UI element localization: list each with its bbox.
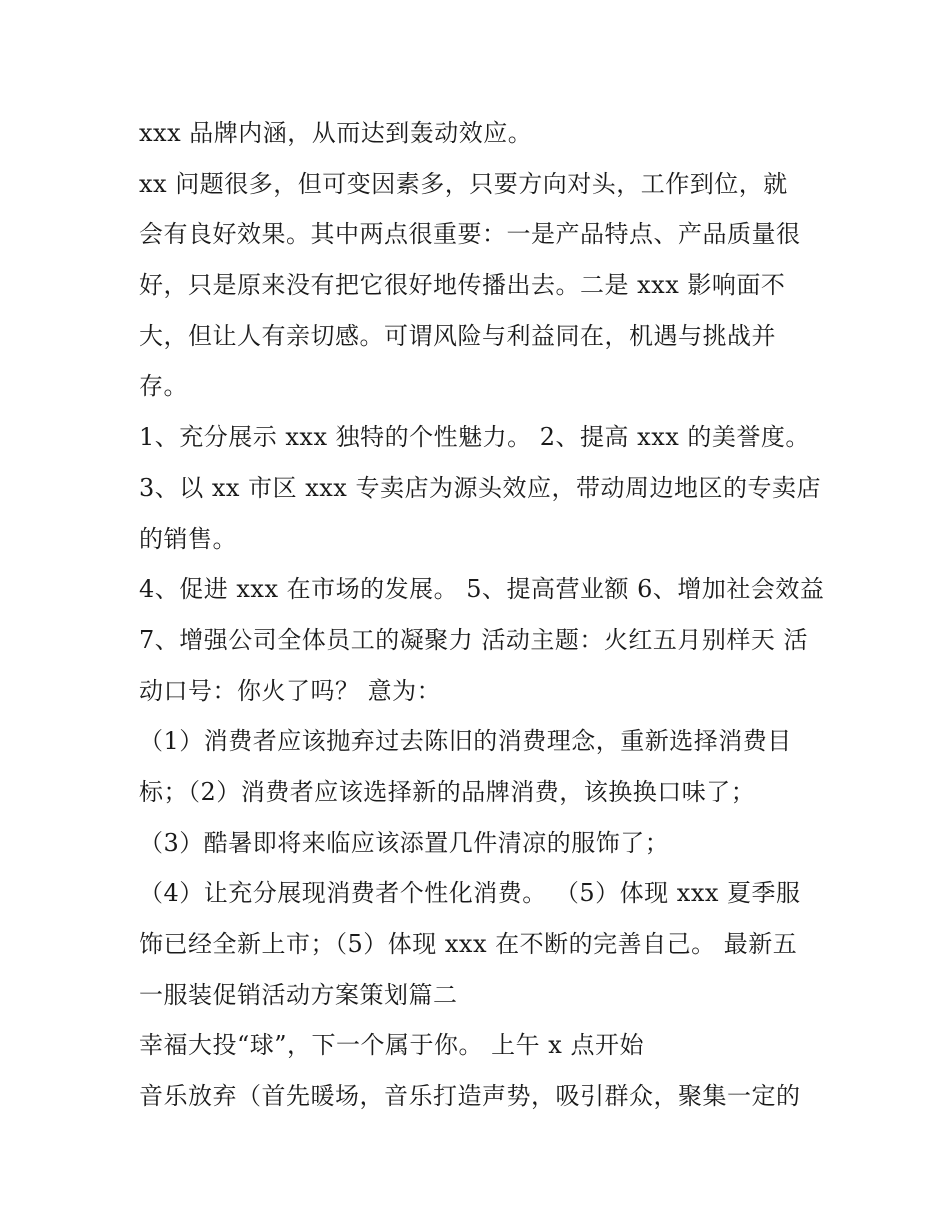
text-line-2: xx 问题很多，但可变因素多，只要方向对头，工作到位，就 xyxy=(139,169,788,198)
text-line-3: 会有良好效果。其中两点很重要：一是产品特点、产品质量很 xyxy=(139,220,801,249)
text-line-4: 好，只是原来没有把它很好地传播出去。二是 xxx 影响面不 xyxy=(139,271,786,300)
text-line-17: 饰已经全新上市；（5）体现 xxx 在不断的完善自己。 最新五 xyxy=(139,930,798,958)
text-line-16: （4）让充分展现消费者个性化消费。 （5）体现 xxx 夏季服 xyxy=(139,879,801,908)
text-line-10: 4、促进 xxx 在市场的发展。 5、提高营业额 6、增加社会效益 xyxy=(139,575,825,604)
text-line-7: 1、充分展示 xxx 独特的个性魅力。 2、提高 xxx 的美誉度。 xyxy=(139,423,810,452)
text-line-9: 的销售。 xyxy=(139,524,237,553)
body-text xyxy=(139,108,825,1122)
text-line-13: （1）消费者应该抛弃过去陈旧的消费理念，重新选择消费目 xyxy=(139,727,792,756)
text-line-12: 动口号：你火了吗？ 意为： xyxy=(139,676,442,705)
text-line-11: 7、增强公司全体员工的凝聚力 活动主题：火红五月别样天 活 xyxy=(139,625,809,654)
text-line-8: 3、以 xx 市区 xxx 专卖店为源头效应，带动周边地区的专卖店 xyxy=(139,473,821,502)
text-line-19: 幸福大投“球”，下一个属于你。 上午 x 点开始 xyxy=(139,1031,644,1060)
text-line-18: 一服装促销活动方案策划篇二 xyxy=(139,980,458,1009)
text-line-20: 音乐放弃（首先暖场，音乐打造声势，吸引群众，聚集一定的 xyxy=(139,1082,801,1111)
text-line-15: （3）酷暑即将来临应该添置几件清凉的服饰了； xyxy=(139,828,670,857)
text-line-14: 标；（2）消费者应该选择新的品牌消费，该换换口味了； xyxy=(139,777,756,806)
text-line-6: 存。 xyxy=(139,372,188,401)
text-line-1: xxx 品牌内涵，从而达到轰动效应。 xyxy=(139,119,533,147)
text-line-5: 大，但让人有亲切感。可谓风险与利益同在，机遇与挑战并 xyxy=(139,321,776,350)
